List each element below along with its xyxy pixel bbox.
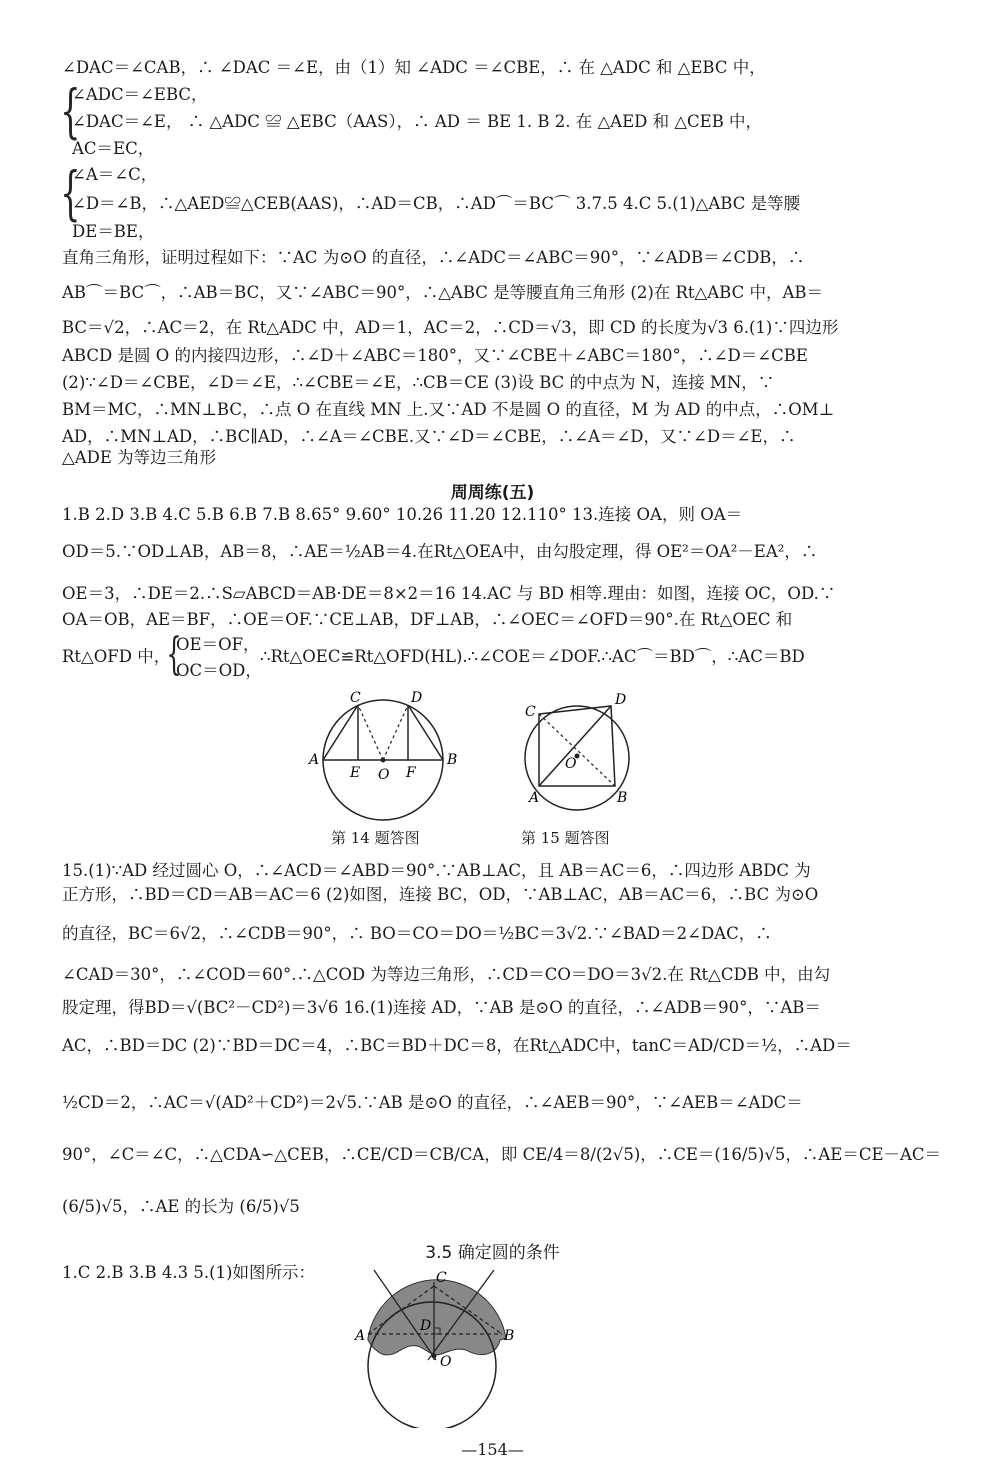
fig5-label-o: O (440, 1354, 452, 1370)
line-9: AB⌒＝BC⌒，∴AB＝BC，又∵∠ABC＝90°，∴△ABC 是等腰直角三角形 (2)在 Rt△ABC 中，AB＝ (62, 283, 824, 302)
brace-1: { (60, 77, 81, 145)
line-1: ∠DAC＝∠CAB，∴ ∠DAC ＝∠E，由（1）知 ∠ADC ＝∠CBE，∴ 在 △ADC 和 △EBC 中， (62, 58, 766, 77)
fig15-label-d: D (615, 692, 627, 708)
figure-14 (305, 688, 465, 828)
fig14-label-e: E (350, 765, 361, 781)
line-24: ∠CAD＝30°，∴∠COD＝60°.∴△COD 为等边三角形，∴CD＝CO＝DO＝3√2.在 Rt△CDB 中，由勾 (62, 965, 831, 984)
fig14-label-a: A (309, 752, 320, 768)
line-29: (6/5)√5，∴AE 的长为 (6/5)√5 (62, 1197, 300, 1216)
fig14-label-f: F (406, 765, 416, 781)
fig5-label-b: B (504, 1328, 515, 1344)
fig14-label-c: C (350, 690, 361, 706)
line-18: OE＝3，∴DE＝2.∴S▱ABCD＝AB·DE＝8×2＝16 14.AC 与 BD 相等.理由：如图，连接 OC，OD.∵ (62, 584, 836, 603)
caption-fig14: 第 14 题答图 (331, 829, 420, 847)
fig5-label-a: A (355, 1328, 366, 1344)
fig14-label-d: D (411, 690, 423, 706)
heading-section-3-5: 3.5 确定圆的条件 (425, 1243, 560, 1263)
line-16: 1.B 2.D 3.B 4.C 5.B 6.B 7.B 8.65° 9.60° 10.26 11.20 12.110° 13.连接 OA，则 OA＝ (62, 505, 743, 524)
line-20-conclusion: ∴Rt△OEC≌Rt△OFD(HL).∴∠COE＝∠DOF.∴AC⌒＝BD⌒，∴AC＝BD (260, 647, 805, 666)
line-10: BC＝√2，∴AC＝2，在 Rt△ADC 中，AD＝1，AC＝2，∴CD＝√3，即 CD 的长度为√3 6.(1)∵四边形 (62, 318, 839, 337)
fig14-seg-ac (323, 705, 358, 760)
line-20-case1: OE＝OF， (176, 635, 260, 654)
caption-fig15: 第 15 题答图 (521, 829, 610, 847)
fig14-seg-bd (408, 705, 443, 760)
fig15-seg-cb (539, 714, 615, 786)
fig14-label-b: B (447, 752, 458, 768)
fig15-label-a: A (529, 790, 540, 806)
line-8: 直角三角形，证明过程如下：∵AC 为⊙O 的直径，∴∠ADC＝∠ABC＝90°，∵∠ADB＝∠CDB，∴ (62, 248, 805, 267)
fig5-label-c: C (436, 1270, 447, 1286)
fig5-center-dot (432, 1354, 437, 1359)
page-number: —154— (461, 1440, 524, 1459)
line-27: ½CD＝2，∴AC＝√(AD²＋CD²)＝2√5.∵AB 是⊙O 的直径，∴∠AEB＝90°，∵∠AEB＝∠ADC＝ (62, 1093, 803, 1112)
line-6: ∠D＝∠B，∴△AED≌△CEB(AAS)，∴AD＝CB，∴AD⌒＝BC⌒ 3.7.5 4.C 5.(1)△ABC 是等腰 (72, 194, 801, 213)
line-23: 的直径，BC＝6√2，∴∠CDB＝90°，∴ BO＝CO＝DO＝½BC＝3√2.∵∠BAD＝2∠DAC，∴ (62, 924, 772, 943)
line-25: 股定理，得BD＝√(BC²－CD²)＝3√6 16.(1)连接 AD，∵AB 是⊙O 的直径，∴∠ADB＝90°，∵AB＝ (62, 998, 821, 1017)
line-17: OD＝5.∵OD⊥AB，AB＝8，∴AE＝½AB＝4.在Rt△OEA中，由勾股定理，得 OE²＝OA²－EA²，∴ (62, 542, 818, 561)
brace-3: { (166, 629, 182, 680)
line-5: ∠A＝∠C， (72, 165, 158, 184)
heading-weekly-practice-5: 周周练(五) (450, 483, 535, 503)
line-11: ABCD 是圆 O 的内接四边形，∴∠D＋∠ABC＝180°，又∵∠CBE＋∠ABC＝180°，∴∠D＝∠CBE (62, 346, 808, 365)
line-2: ∠ADC＝∠EBC， (72, 85, 208, 104)
line-12: (2)∵∠D＝∠CBE，∠D＝∠E，∴∠CBE＝∠E，∴CB＝CE (3)设 BC 的中点为 N，连接 MN，∵ (62, 373, 775, 392)
fig15-label-b: B (617, 790, 628, 806)
line-30: 1.C 2.B 3.B 4.3 5.(1)如图所示： (62, 1263, 315, 1282)
fig15-label-o: O (565, 756, 577, 772)
brace-2: { (60, 159, 81, 227)
line-7: DE＝BE， (72, 222, 155, 241)
line-4: AC＝EC， (72, 139, 155, 158)
fig14-center-dot (381, 758, 386, 763)
figure-15 (515, 690, 645, 825)
line-19: OA＝OB，AE＝BF，∴OE＝OF.∵CE⊥AB，DF⊥AB，∴∠OEC＝∠OFD＝90°.在 Rt△OEC 和 (62, 610, 793, 629)
line-20-prefix: Rt△OFD 中， (62, 647, 171, 666)
line-22: 正方形，∴BD＝CD＝AB＝AC＝6 (2)如图，连接 BC，OD，∵AB⊥AC，AB＝AC＝6，∴BC 为⊙O (62, 885, 819, 904)
fig15-label-c: C (525, 704, 536, 720)
line-20-case2: OC＝OD， (176, 661, 262, 680)
fig5-label-d: D (420, 1318, 432, 1334)
line-15: △ADE 为等边三角形 (62, 448, 217, 467)
fig14-seg-oc (358, 705, 383, 760)
line-14: AD，∴MN⊥AD，∴BC∥AD，∴∠A＝∠CBE.又∵∠D＝∠CBE，∴∠A＝∠D，又∵∠D＝∠E，∴ (62, 427, 796, 446)
fig15-seg-ad (539, 706, 611, 786)
line-28: 90°，∠C＝∠C，∴△CDA∽△CEB，∴CE/CD＝CB/CA，即 CE/4＝8/(2√5)，∴CE＝(16/5)√5，∴AE＝CE－AC＝ (62, 1145, 942, 1164)
line-26: AC，∴BD＝DC (2)∵BD＝DC＝4，∴BC＝BD＋DC＝8，在Rt△ADC中，tanC＝AD/CD＝½，∴AD＝ (62, 1036, 852, 1055)
line-21: 15.(1)∵AD 经过圆心 O，∴∠ACD＝∠ABD＝90°.∵AB⊥AC，且 AB＝AC＝6，∴四边形 ABDC 为 (62, 861, 811, 880)
fig14-seg-od (383, 705, 408, 760)
line-3: ∠DAC＝∠E， ∴ △ADC ≌ △EBC（AAS），∴ AD ＝ BE 1. B 2. 在 △AED 和 △CEB 中， (72, 112, 763, 131)
line-13: BM＝MC，∴MN⊥BC，∴点 O 在直线 MN 上.又∵AD 不是圆 O 的直径，M 为 AD 的中点，∴OM⊥ (62, 400, 835, 419)
fig14-label-o: O (378, 767, 390, 783)
figure-5 (350, 1260, 530, 1428)
